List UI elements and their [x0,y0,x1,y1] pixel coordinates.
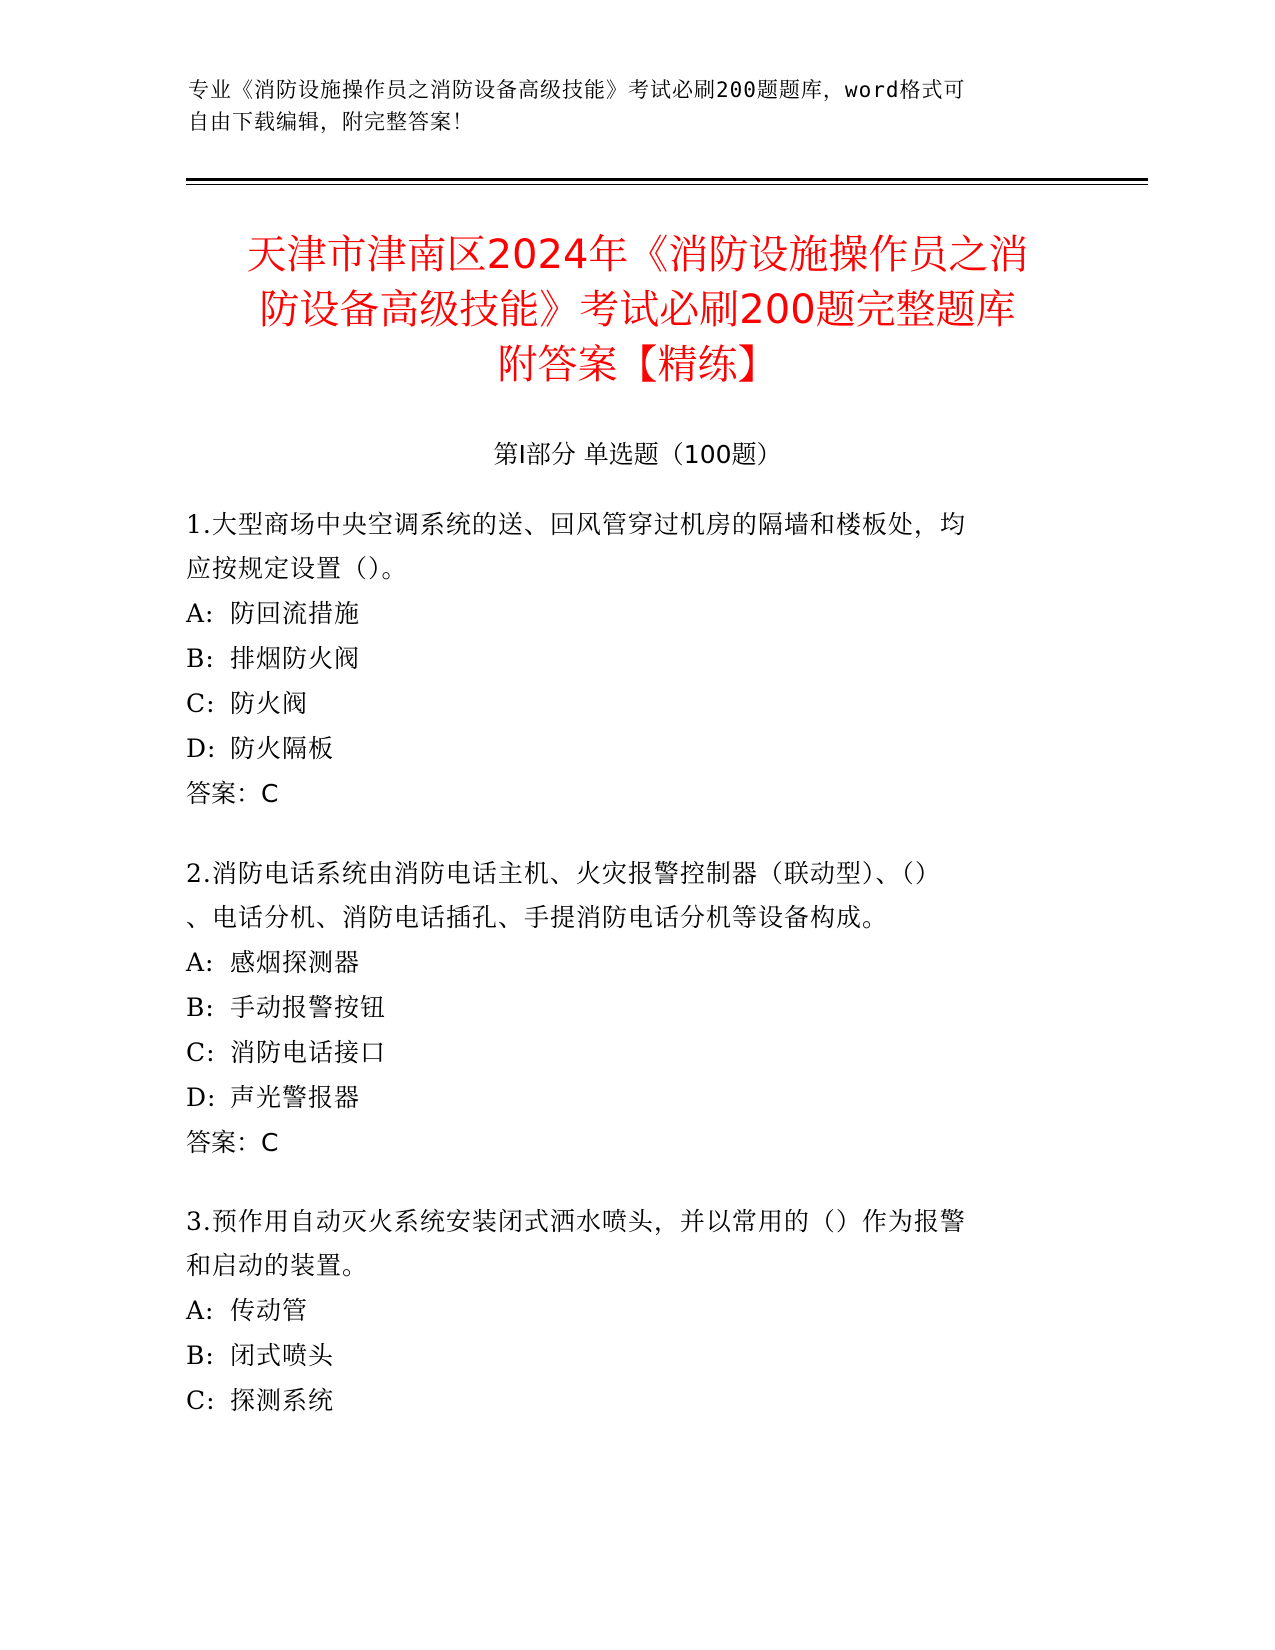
question-stem-line: 1.大型商场中央空调系统的送、回风管穿过机房的隔墙和楼板处，均 [186,510,966,539]
option-text: 手动报警按钮 [230,993,387,1022]
header-note-line: 自由下载编辑，附完整答案！ [188,110,474,134]
option-letter: C: [186,1038,216,1067]
option-b [186,1333,1056,1378]
option-letter: B: [186,1341,215,1370]
option-text: 闭式喷头 [230,1341,335,1370]
option-letter: D: [186,1083,217,1112]
question-3 [186,1200,1056,1423]
question-stem-line: 2.消防电话系统由消防电话主机、火灾报警控制器（联动型）、（） [186,859,941,888]
title-line: 防设备高级技能》考试必刷200题完整题库 [259,287,1016,333]
option-c [186,1030,1056,1075]
option-text: 探测系统 [230,1386,335,1415]
option-c [186,1378,1056,1423]
question-stem [186,1200,1056,1288]
option-text: 声光警报器 [230,1083,361,1112]
option-c [186,681,1056,726]
title-line: 天津市津南区2024年《消防设施操作员之消 [246,232,1029,278]
option-letter: B: [186,993,215,1022]
option-letter: A: [186,599,215,628]
option-text: 防火隔板 [230,734,335,763]
option-letter: B: [186,644,215,673]
option-text: 感烟探测器 [230,948,361,977]
option-letter: A: [186,1296,215,1325]
option-text: 消防电话接口 [230,1038,387,1067]
option-letter: C: [186,1386,216,1415]
option-b [186,636,1056,681]
option-letter: D: [186,734,217,763]
option-text: 传动管 [230,1296,309,1325]
question-stem-line: 应按规定设置（）。 [186,554,408,583]
question-1 [186,503,1056,817]
title-line: 附答案【精练】 [497,342,778,388]
section-heading: 第I部分 单选题（100题） [493,440,782,469]
header-divider-thin [186,184,1148,185]
answer-line: 答案：C [186,779,279,808]
document-title [170,228,1105,393]
header-divider-thick [186,178,1148,181]
question-stem-line: 、电话分机、消防电话插孔、手提消防电话分机等设备构成。 [186,903,889,932]
question-stem [186,503,1056,591]
option-a [186,591,1056,636]
option-letter: C: [186,689,216,718]
option-text: 排烟防火阀 [230,644,361,673]
option-text: 防回流措施 [230,599,361,628]
question-stem [186,852,1056,940]
question-2 [186,852,1056,1166]
header-note [188,74,1088,138]
option-d [186,1075,1056,1120]
option-a [186,940,1056,985]
answer-line: 答案：C [186,1128,279,1157]
option-b [186,985,1056,1030]
option-letter: A: [186,948,215,977]
option-a [186,1288,1056,1333]
question-stem-line: 和启动的装置。 [186,1251,369,1280]
header-note-line: 专业《消防设施操作员之消防设备高级技能》考试必刷200题题库，word格式可 [188,78,966,102]
option-text: 防火阀 [230,689,309,718]
question-stem-line: 3.预作用自动灭火系统安装闭式洒水喷头，并以常用的（）作为报警 [186,1207,966,1236]
option-d [186,726,1056,771]
